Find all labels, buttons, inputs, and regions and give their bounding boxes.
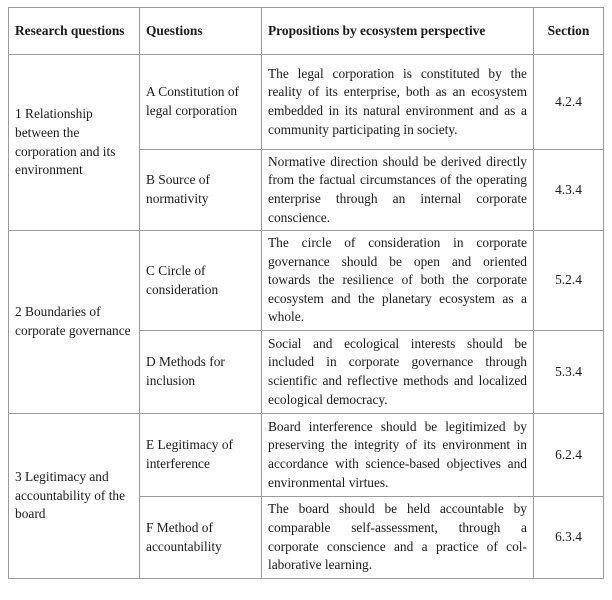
section-d: 5.3.4 [534, 331, 604, 414]
table-row [9, 414, 604, 497]
section-f: 6.3.4 [534, 497, 604, 579]
research-question-3: 3 Legitimacy and accountability of the board [9, 414, 140, 579]
proposition-e: Board interference should be legitimized by preserving the integrity of its environment in accordance with science-based objectives and environmental virtues. [262, 414, 534, 497]
proposition-a: The legal corporation is constituted by the reality of its enterprise, both as an ecosystem embedded in its natural environment and as a community participating in society. [262, 55, 534, 150]
propositions-table [8, 7, 604, 579]
proposition-f: The board should be held accountable by comparable self-assessment, through a corporate conscience and a practice of collaborative learning. [262, 497, 534, 579]
question-b: B Source of normativity [140, 150, 262, 231]
question-e: E Legitimacy of interference [140, 414, 262, 497]
proposition-c: The circle of consideration in corporate governance should be open and oriented towards the resilience of both the corporate ecosystem and the planetary ecosystem as a whole. [262, 231, 534, 331]
research-question-2: 2 Boundaries of corporate governance [9, 231, 140, 414]
header-research-questions: Research questions [9, 8, 140, 55]
section-c: 5.2.4 [534, 231, 604, 331]
research-question-1: 1 Relationship between the corporation and its environment [9, 55, 140, 231]
proposition-d: Social and ecological interests should be included in corporate governance through scientific and reflective methods and localized ecological democracy. [262, 331, 534, 414]
question-f: F Method of accountability [140, 497, 262, 579]
section-b: 4.3.4 [534, 150, 604, 231]
header-questions: Questions [140, 8, 262, 55]
table-row [9, 55, 604, 150]
question-a: A Constitution of legal corporation [140, 55, 262, 150]
question-d: D Methods for inclusion [140, 331, 262, 414]
header-propositions: Propositions by ecosystem perspective [262, 8, 534, 55]
question-c: C Circle of consideration [140, 231, 262, 331]
section-e: 6.2.4 [534, 414, 604, 497]
header-row [9, 8, 604, 55]
header-section: Section [534, 8, 604, 55]
table-row [9, 231, 604, 331]
proposition-b: Normative direction should be derived directly from the factual circumstances of the operating enterprise through an internal corporate conscience. [262, 150, 534, 231]
section-a: 4.2.4 [534, 55, 604, 150]
